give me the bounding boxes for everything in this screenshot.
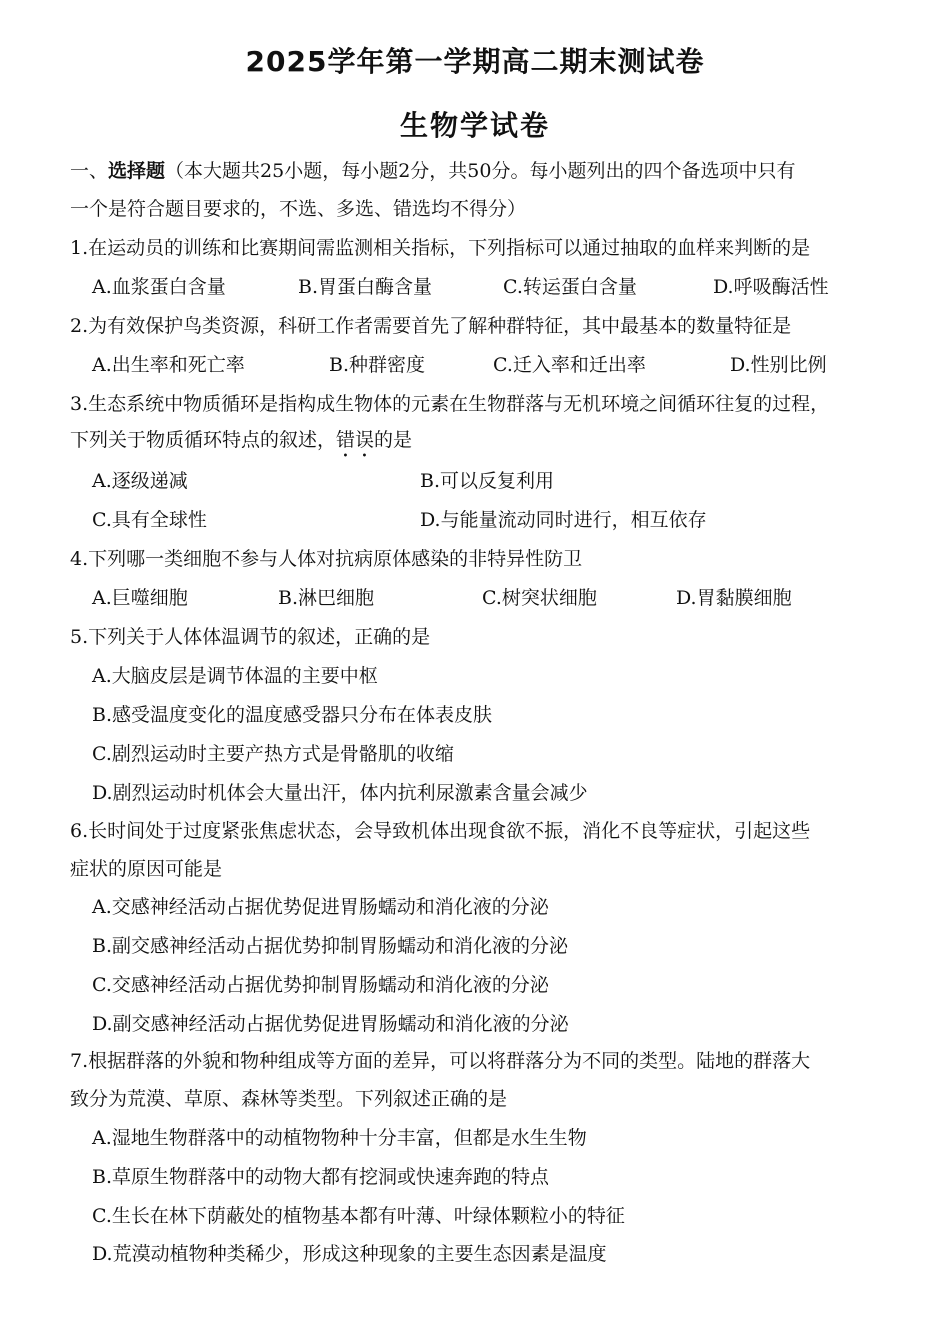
question-3-option-c: C.具有全球性 — [92, 509, 207, 531]
question-4-option-b: B.淋巴细胞 — [278, 587, 375, 609]
question-3-stem-pre: 下列关于物质循环特点的叙述， — [70, 429, 337, 451]
question-1-option-d: D.呼吸酶活性 — [713, 276, 829, 298]
question-2-option-a: A.出生率和死亡率 — [92, 354, 245, 376]
question-3-option-a: A.逐级递减 — [92, 470, 188, 492]
question-5-option-c: C.剧烈运动时主要产热方式是骨骼肌的收缩 — [92, 743, 454, 765]
question-1-option-b: B.胃蛋白酶含量 — [298, 276, 433, 298]
question-5-option-d: D.剧烈运动时机体会大量出汗，体内抗利尿激素含量会减少 — [92, 782, 588, 804]
question-6-option-b: B.副交感神经活动占据优势抑制胃肠蠕动和消化液的分泌 — [92, 935, 569, 957]
question-7-stem: 7.根据群落的外貌和物种组成等方面的差异，可以将群落分为不同的类型。陆地的群落大 — [70, 1050, 811, 1072]
question-7-option-a: A.湿地生物群落中的动植物物种十分丰富，但都是水生生物 — [92, 1127, 587, 1149]
question-5-option-a: A.大脑皮层是调节体温的主要中枢 — [92, 665, 378, 687]
question-2-option-b: B.种群密度 — [329, 354, 426, 376]
question-4-option-d: D.胃黏膜细胞 — [676, 587, 792, 609]
question-7-option-b: B.草原生物群落中的动物大都有挖洞或快速奔跑的特点 — [92, 1166, 550, 1188]
question-3-stem-cont — [70, 427, 412, 462]
question-3-stem: 3.生态系统中物质循环是指构成生物体的元素在生物群落与无机环境之间循环往复的过程， — [70, 393, 830, 415]
question-1-option-a: A.血浆蛋白含量 — [92, 276, 226, 298]
question-3-emphasis: 错误 — [336, 429, 375, 451]
exam-title: 2025学年第一学期高二期末测试卷 — [245, 45, 705, 78]
question-4-option-a: A.巨噬细胞 — [92, 587, 188, 609]
section-description: （本大题共25小题，每小题2分，共50分。每小题列出的四个备选项中只有 — [165, 160, 796, 182]
question-6-stem-cont: 症状的原因可能是 — [70, 858, 223, 880]
question-7-stem-cont: 致分为荒漠、草原、森林等类型。下列叙述正确的是 — [70, 1088, 508, 1110]
question-2-stem: 2.为有效保护鸟类资源，科研工作者需要首先了解种群特征，其中最基本的数量特征是 — [70, 315, 792, 337]
question-6-option-d: D.副交感神经活动占据优势促进胃肠蠕动和消化液的分泌 — [92, 1013, 569, 1035]
question-2-option-c: C.迁入率和迁出率 — [493, 354, 646, 376]
question-5-stem: 5.下列关于人体体温调节的叙述，正确的是 — [70, 626, 431, 648]
question-7-option-d: D.荒漠动植物种类稀少，形成这种现象的主要生态因素是温度 — [92, 1243, 607, 1265]
question-4-stem: 4.下列哪一类细胞不参与人体对抗病原体感染的非特异性防卫 — [70, 548, 583, 570]
question-6-option-a: A.交感神经活动占据优势促进胃肠蠕动和消化液的分泌 — [92, 896, 549, 918]
question-3-stem-post: 的是 — [374, 429, 413, 451]
question-6-stem: 6.长时间处于过度紧张焦虑状态，会导致机体出现食欲不振，消化不良等症状，引起这些 — [70, 820, 811, 842]
question-5-option-b: B.感受温度变化的温度感受器只分布在体表皮肤 — [92, 704, 493, 726]
question-4-option-c: C.树突状细胞 — [482, 587, 597, 609]
question-7-option-c: C.生长在林下荫蔽处的植物基本都有叶薄、叶绿体颗粒小的特征 — [92, 1205, 625, 1227]
question-2-option-d: D.性别比例 — [730, 354, 827, 376]
exam-subtitle: 生物学试卷 — [399, 109, 550, 142]
question-1-option-c: C.转运蛋白含量 — [503, 276, 637, 298]
section-prefix: 一、 — [70, 160, 109, 182]
question-3-option-b: B.可以反复利用 — [420, 470, 555, 492]
section-name: 选择题 — [108, 160, 166, 182]
section-header — [70, 158, 795, 184]
section-description-cont: 一个是符合题目要求的，不选、多选、错选均不得分） — [70, 198, 527, 220]
question-1-stem: 1.在运动员的训练和比赛期间需监测相关指标，下列指标可以通过抽取的血样来判断的是 — [70, 237, 811, 259]
question-3-option-d: D.与能量流动同时进行，相互依存 — [420, 509, 707, 531]
question-6-option-c: C.交感神经活动占据优势抑制胃肠蠕动和消化液的分泌 — [92, 974, 549, 996]
